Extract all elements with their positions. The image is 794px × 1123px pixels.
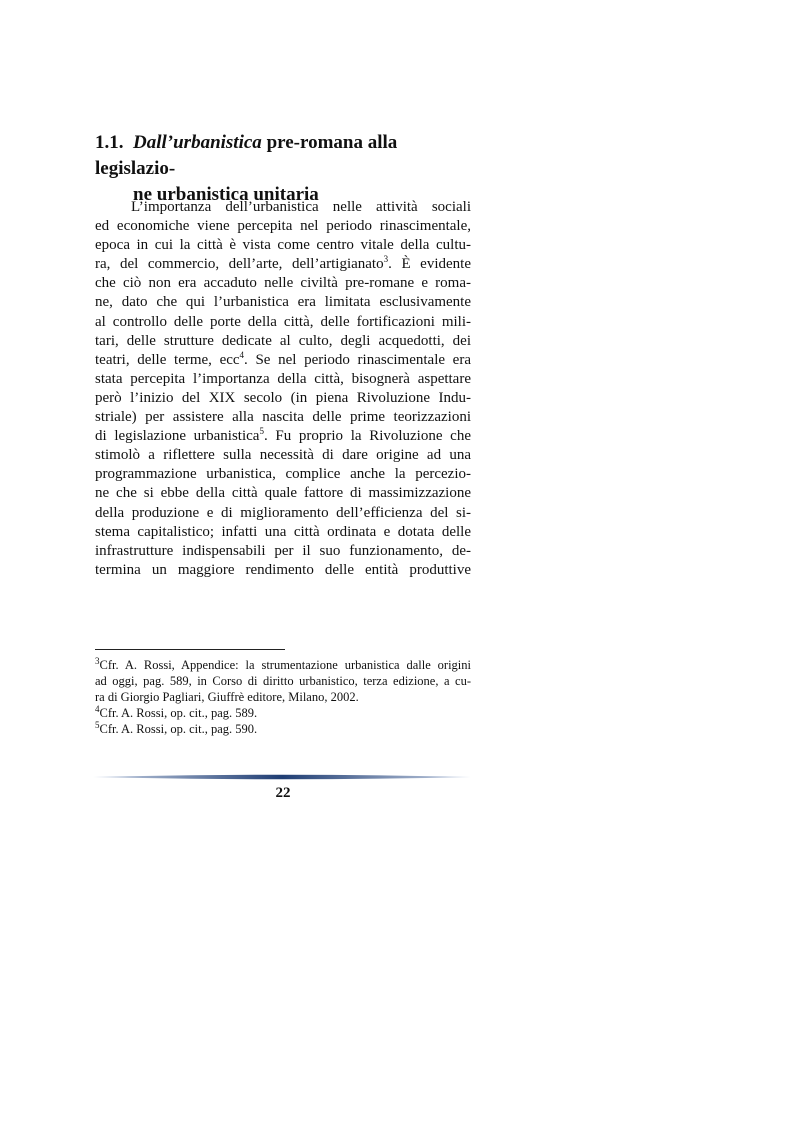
paragraph-line: infrastrutture indispensabili per il suo funzionamento, de- bbox=[95, 542, 471, 559]
paragraph-text: . Fu proprio la Rivoluzione che bbox=[263, 428, 471, 445]
footnote-3-line bbox=[95, 673, 471, 689]
paragraph-line bbox=[95, 255, 471, 274]
paragraph-line bbox=[95, 351, 471, 370]
footnote-reference: 4 bbox=[239, 349, 245, 360]
footnote-4-text: Cfr. A. Rossi, op. cit., pag. 589. bbox=[99, 706, 258, 720]
section-heading-line-1 bbox=[95, 130, 471, 182]
section-title-rest: pre-romana alla legislazio- bbox=[95, 132, 398, 179]
footnote-3-text-3: ra di Giorgio Pagliari, Giuffrè editore, Milano, 2002. bbox=[95, 690, 359, 704]
paragraph-line: L’importanza dell’urbanistica nelle attività sociali bbox=[131, 199, 471, 215]
body-paragraph bbox=[95, 198, 471, 580]
paragraph-line: stema capitalistico; infatti una città ordinata e dotata delle bbox=[95, 523, 471, 540]
paragraph-line: termina un maggiore rendimento delle entità produttive bbox=[95, 561, 471, 578]
footnote-reference: 3 bbox=[383, 254, 389, 265]
paragraph-line: epoca in cui la città è vista come centro vitale della cultu- bbox=[95, 237, 471, 254]
paragraph-line: che ciò non era accaduto nelle civiltà pre-romane e roma- bbox=[95, 275, 471, 292]
footnote-reference: 5 bbox=[259, 426, 264, 437]
footnote-separator bbox=[95, 649, 285, 650]
footnote-3-text-2: ad oggi, pag. 589, in Corso di diritto urbanistico, terza edizione, a cu- bbox=[95, 674, 471, 688]
paragraph-line: stata percepita l’importanza della città, bisognerà aspettare bbox=[95, 370, 471, 387]
section-title-italic: Dall’urbanistica bbox=[133, 132, 262, 153]
paragraph-line: stimolò a riflettere sulla necessità di dare origine ad una bbox=[95, 447, 471, 464]
section-title-continuation: ne urbanistica unitaria bbox=[133, 184, 319, 205]
footnote-5-mark: 5 bbox=[95, 719, 100, 730]
paragraph-line: della produzione e di miglioramento dell’efficienza del si- bbox=[95, 504, 471, 521]
paragraph-text: . È evidente bbox=[388, 256, 471, 273]
paragraph-text: ra, del commercio, dell’arte, dell’artigianato bbox=[95, 256, 384, 273]
paragraph-line: al controllo delle porte della città, delle fortificazioni mili- bbox=[95, 313, 471, 330]
paragraph-line: tari, delle strutture dedicate al culto, degli acquedotti, dei bbox=[95, 332, 471, 349]
page-number: 22 bbox=[275, 785, 291, 801]
footnote-3-line bbox=[95, 657, 471, 673]
footnote-3-mark: 3 bbox=[95, 655, 100, 666]
footnotes bbox=[95, 657, 471, 737]
section-heading bbox=[95, 130, 471, 208]
page-rule-decoration bbox=[93, 773, 471, 781]
paragraph-line: programmazione urbanistica, complice anche la percezio- bbox=[95, 466, 471, 483]
paragraph-text: teatri, delle terme, ecc bbox=[95, 351, 240, 368]
footnote-3-text-1: Cfr. A. Rossi, Appendice: la strumentazione urbanistica dalle origini bbox=[99, 658, 471, 672]
footnote-3-line bbox=[95, 689, 471, 705]
paragraph-line: ed economiche viene percepita nel periodo rinascimentale, bbox=[95, 218, 471, 235]
footnote-4-mark: 4 bbox=[95, 703, 100, 714]
paragraph-text: di legislazione urbanistica bbox=[95, 428, 260, 445]
paragraph-line: ne, dato che qui l’urbanistica era limitata esclusivamente bbox=[95, 294, 471, 311]
section-number: 1.1. bbox=[95, 132, 124, 153]
footnote-5 bbox=[95, 721, 471, 737]
paragraph-line bbox=[95, 427, 471, 446]
footnote-4 bbox=[95, 705, 471, 721]
paragraph-line: striale) per assistere alla nascita delle prime teorizzazioni bbox=[95, 409, 471, 426]
paragraph-line: ne che si ebbe della città quale fattore di massimizzazione bbox=[95, 485, 471, 502]
paragraph-text: . Se nel periodo rinascimentale era bbox=[244, 351, 471, 368]
paragraph-line: però l’inizio del XIX secolo (in piena Rivoluzione Indu- bbox=[95, 389, 471, 406]
footnote-5-text: Cfr. A. Rossi, op. cit., pag. 590. bbox=[99, 722, 258, 736]
